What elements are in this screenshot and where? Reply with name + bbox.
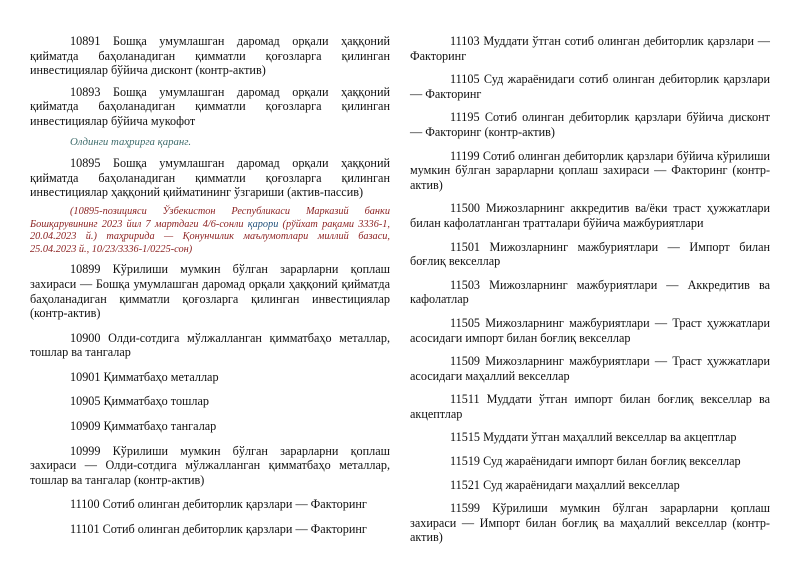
account-entry-11101: 11101 Сотиб олинган дебиторлик қарзлари — Факторинг [70, 522, 367, 537]
account-entry-11505: 11505 Мижозларнинг мажбуриятлари — Траст ҳужжатлари асосидаги импорт билан боғлиқ векселлар [410, 315, 770, 345]
left-column [30, 34, 390, 544]
account-entry-11503: 11503 Мижозларнинг мажбуриятлари — Аккредитив ва кафолатлар [410, 277, 770, 307]
account-entry-10899: 10899 Кўрилиши мумкин бўлган зарарларни қоплаш захираси — Бошқа умумлашган даромад орқали ҳаққоний қийматда баҳоланадиган қимматли қоғозларга қилинган инвестициялар (контр-актив) [30, 262, 390, 321]
account-entry-10893: 10893 Бошқа умумлашган даромад орқали ҳаққоний қийматда баҳоланадиган қимматли қоғозларга қилинган инвестициялар бўйича мукофот [30, 84, 390, 128]
account-entry-11509: 11509 Мижозларнинг мажбуриятлари — Траст ҳужжатлари асосидаги маҳаллий векселлар [410, 354, 770, 383]
resolution-link[interactable]: қарори [247, 218, 279, 230]
account-entry-11500: 11500 Мижозларнинг аккредитив ва/ёки траст ҳужжатлари билан кафолатланган тратталари бўйича мажбуриятлари [410, 201, 770, 230]
previous-edition-link[interactable]: Олдинги таҳрирга қаранг. [70, 135, 192, 148]
account-entry-10891: 10891 Бошқа умумлашган даромад орқали ҳаққоний қийматда баҳоланадиган қимматли қоғозларга қилинган инвестициялар бўйича дисконт (контр-актив) [30, 34, 390, 78]
amendment-note-text-before: (10895-позицияси Ўзбекистон Республикаси Марказий банки Бошқарувининг 2023 йил 7 мартдаги 4/6-сонли [30, 205, 390, 230]
account-entry-11521: 11521 Суд жараёнидаги маҳаллий векселлар [450, 477, 680, 492]
account-entry-10895: 10895 Бошқа умумлашган даромад орқали ҳаққоний қийматда баҳоланадиган қимматли қоғозларга қилинган инвестициялар ҳаққоний қийматининг ўзгариши (актив-пассив) [30, 156, 390, 200]
account-entry-11501: 11501 Мижозларнинг мажбуриятлари — Импорт билан боғлиқ векселлар [410, 239, 770, 269]
account-entry-11515: 11515 Муддати ўтган маҳаллий векселлар ва акцептлар [450, 430, 737, 445]
amendment-note-text-after: (рўйхат рақами 3336-1, 20.04.2023 й.) таҳририда — Қонунчилик маълумотлари миллий базаси, 25.04.2023 й., 10/23/3336-1/0225-сон) [30, 218, 390, 255]
account-entry-10900: 10900 Олди-сотдига мўлжалланган қимматбаҳо металлар, тошлар ва тангалар [30, 330, 390, 360]
account-entry-11519: 11519 Суд жараёнидаги импорт билан боғлиқ векселлар [450, 454, 741, 469]
account-entry-10909: 10909 Қимматбаҳо тангалар [70, 419, 217, 434]
account-entry-11199: 11199 Сотиб олинган дебиторлик қарзлари бўйича кўрилиши мумкин бўлган зарарларни қоплаш захираси — Факторинг (контр-актив) [410, 148, 770, 192]
amendment-note [30, 206, 390, 256]
account-entry-11105: 11105 Суд жараёнидаги сотиб олинган дебиторлик қарзлари — Факторинг [410, 72, 770, 101]
account-entry-11103: 11103 Муддати ўтган сотиб олинган дебиторлик қарзлари — Факторинг [410, 34, 770, 63]
account-entry-10901: 10901 Қимматбаҳо металлар [70, 369, 219, 384]
right-column [410, 34, 770, 554]
account-entry-11599: 11599 Кўрилиши мумкин бўлган зарарларни қоплаш захираси — Импорт билан боғлиқ ва маҳаллий векселлар (контр-актив) [410, 501, 770, 545]
account-entry-11100: 11100 Сотиб олинган дебиторлик қарзлари — Факторинг [70, 497, 367, 512]
account-entry-11511: 11511 Муддати ўтган импорт билан боғлиқ векселлар ва акцептлар [410, 392, 770, 421]
account-entry-10999: 10999 Кўрилиши мумкин бўлган зарарларни қоплаш захираси — Олди-сотдига мўлжалланган қимматбаҳо металлар, тошлар ва тангалар (контр-актив) [30, 443, 390, 487]
account-entry-10905: 10905 Қимматбаҳо тошлар [70, 394, 210, 409]
account-entry-11195: 11195 Сотиб олинган дебиторлик қарзлари бўйича дисконт — Факторинг (контр-актив) [410, 110, 770, 139]
